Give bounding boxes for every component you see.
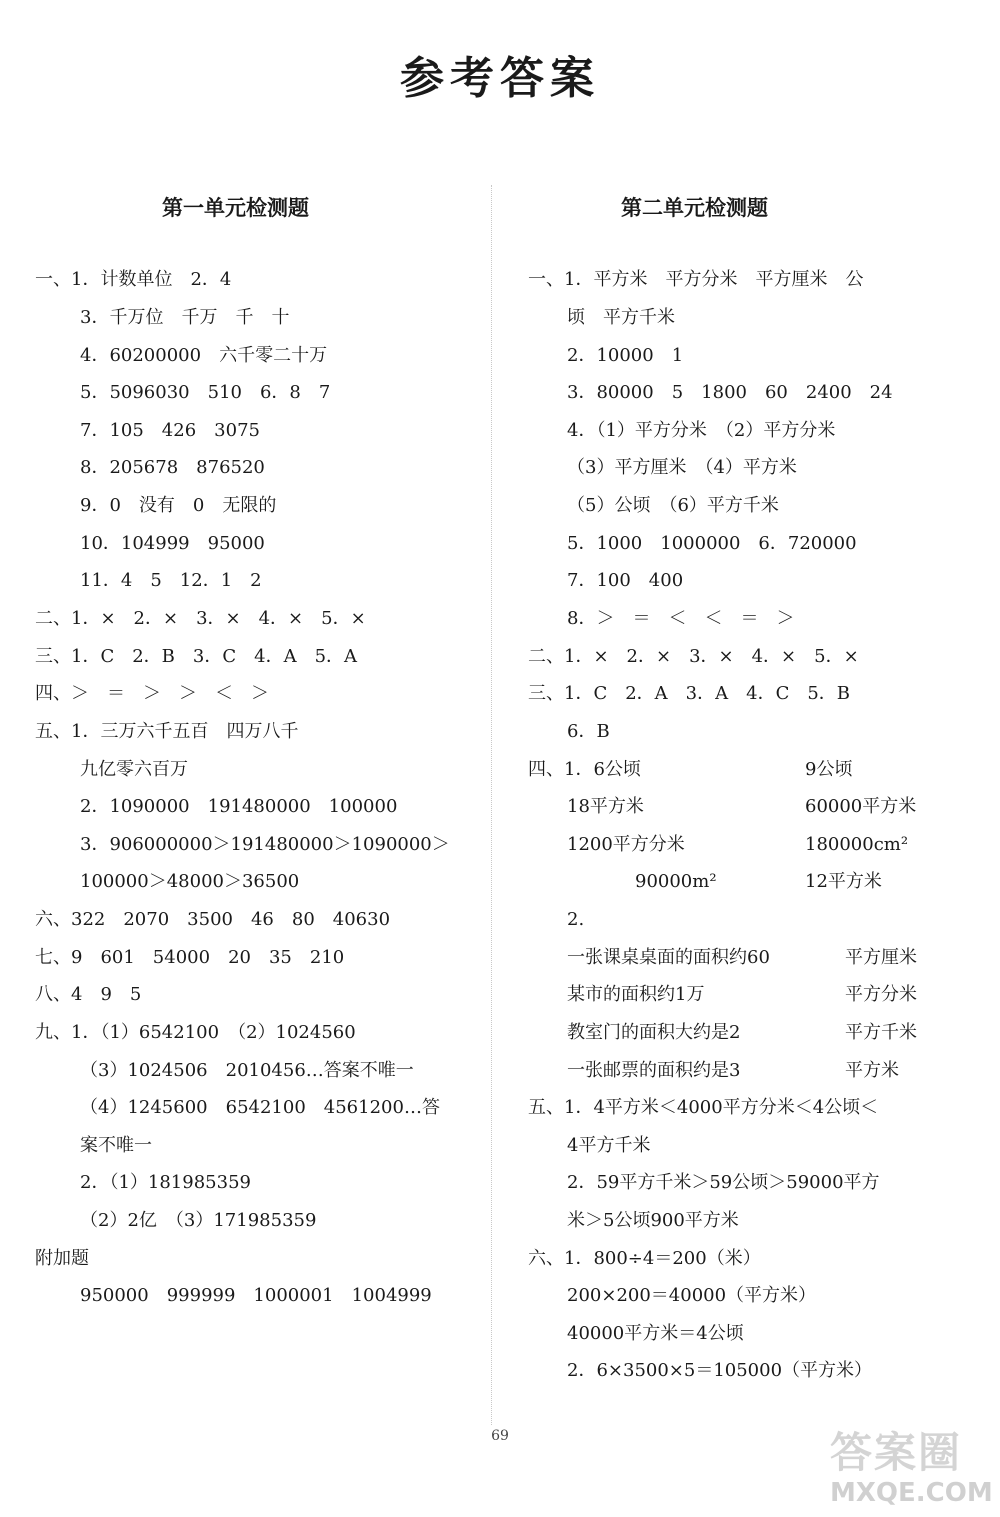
answer-line: 六、322 2070 3500 46 80 40630	[35, 909, 391, 930]
answer-line: 200×200＝40000（平方米）	[567, 1285, 817, 1306]
answer-line: 三、1．C 2．A 3．A 4．C 5．B	[528, 683, 851, 704]
answer-line: 七、9 601 54000 20 35 210	[35, 947, 345, 968]
answer-line: 2．1090000 191480000 100000	[80, 796, 398, 817]
answer-line: 4平方千米	[567, 1135, 651, 1156]
watermark-logo	[830, 1420, 993, 1510]
match-right-item: 60000平方米	[805, 796, 917, 817]
answer-line: 2．10000 1	[567, 345, 684, 366]
watermark-url: MXQE.COM	[830, 1478, 993, 1508]
column-divider	[491, 185, 492, 1425]
match-left-item: 教室门的面积大约是2	[567, 1022, 741, 1043]
match-left-item: 四、1．6公顷	[528, 759, 641, 780]
page-number: 69	[491, 1428, 509, 1444]
answer-line: 3．80000 5 1800 60 2400 24	[567, 382, 893, 403]
match-left-item: 某市的面积约1万	[567, 984, 705, 1005]
answer-line: 三、1．C 2．B 3．C 4．A 5．A	[35, 646, 358, 667]
answer-line: 8．205678 876520	[80, 457, 265, 478]
answer-line: （5）公顷 （6）平方千米	[567, 495, 779, 516]
match-left-item: 一张课桌桌面的面积约60	[567, 947, 770, 968]
match-left-item: 90000m²	[635, 871, 717, 892]
match-right-item: 12平方米	[805, 871, 882, 892]
answer-line: 100000＞48000＞36500	[80, 871, 300, 892]
answer-line: 2．6×3500×5＝105000（平方米）	[567, 1360, 873, 1381]
answer-line: 九、1．（1）6542100 （2）1024560	[35, 1022, 356, 1043]
answer-line: 4．60200000 六千零二十万	[80, 345, 328, 366]
match-right-item: 平方千米	[845, 1022, 917, 1043]
answer-line: 九亿零六百万	[80, 759, 188, 780]
answer-line: 一、1．平方米 平方分米 平方厘米 公	[528, 269, 864, 290]
answer-line: 2．（1）181985359	[80, 1172, 251, 1193]
answer-line: 5．5096030 510 6．8 7	[80, 382, 331, 403]
match-right-item: 平方厘米	[845, 947, 917, 968]
watermark-text: 答案圈	[830, 1428, 963, 1477]
answer-line: 二、1．× 2．× 3．× 4．× 5．×	[528, 646, 859, 667]
answer-line: 4．（1）平方分米 （2）平方分米	[567, 420, 836, 441]
answer-line: 2.	[567, 909, 585, 930]
match-left-item: 一张邮票的面积约是3	[567, 1060, 741, 1081]
answer-line: 7．100 400	[567, 570, 684, 591]
bonus-heading: 附加题	[35, 1248, 89, 1269]
match-left-item: 18平方米	[567, 796, 644, 817]
answer-line: （3）1024506 2010456…答案不唯一	[80, 1060, 414, 1081]
match-left-item: 1200平方分米	[567, 834, 685, 855]
answer-line: 6．B	[567, 721, 610, 742]
match-right-item: 9公顷	[805, 759, 853, 780]
answer-line: 7．105 426 3075	[80, 420, 260, 441]
answer-line: （4）1245600 6542100 4561200…答	[80, 1097, 440, 1118]
right-section-heading: 第二单元检测题	[621, 196, 768, 220]
match-right-item: 平方分米	[845, 984, 917, 1005]
page-title: 参考答案	[400, 53, 600, 104]
match-right-item: 平方米	[845, 1060, 899, 1081]
answer-line: 10．104999 95000	[80, 533, 265, 554]
answer-line: 五、1．4平方米＜4000平方分米＜4公顷＜	[528, 1097, 879, 1118]
answer-line: 二、1．× 2．× 3．× 4．× 5．×	[35, 608, 366, 629]
answer-line: （3）平方厘米 （4）平方米	[567, 457, 797, 478]
answer-line: 六、1．800÷4＝200（米）	[528, 1248, 761, 1269]
answer-line: 八、4 9 5	[35, 984, 142, 1005]
answer-line: 案不唯一	[80, 1135, 152, 1156]
answer-line: 950000 999999 1000001 1004999	[80, 1285, 432, 1306]
left-section-heading: 第一单元检测题	[162, 196, 309, 220]
answer-line: （2）2亿 （3）171985359	[80, 1210, 317, 1231]
answer-line: 2．59平方千米＞59公顷＞59000平方	[567, 1172, 880, 1193]
answer-line: 顷 平方千米	[567, 307, 675, 328]
answer-line: 3．906000000＞191480000＞1090000＞	[80, 834, 450, 855]
answer-line: 五、1．三万六千五百 四万八千	[35, 721, 299, 742]
answer-line: 9．0 没有 0 无限的	[80, 495, 277, 516]
answer-line: 11．4 5 12．1 2	[80, 570, 262, 591]
answer-line: 一、1．计数单位 2．4	[35, 269, 232, 290]
answer-line: 米＞5公顷900平方米	[567, 1210, 739, 1231]
answer-line: 3．千万位 千万 千 十	[80, 307, 290, 328]
answer-line: 四、＞ ＝ ＞ ＞ ＜ ＞	[35, 683, 269, 704]
answer-line: 8．＞ ＝ ＜ ＜ ＝ ＞	[567, 608, 795, 629]
answer-line: 5．1000 1000000 6．720000	[567, 533, 857, 554]
match-right-item: 180000cm²	[805, 834, 909, 855]
answer-line: 40000平方米＝4公顷	[567, 1323, 744, 1344]
